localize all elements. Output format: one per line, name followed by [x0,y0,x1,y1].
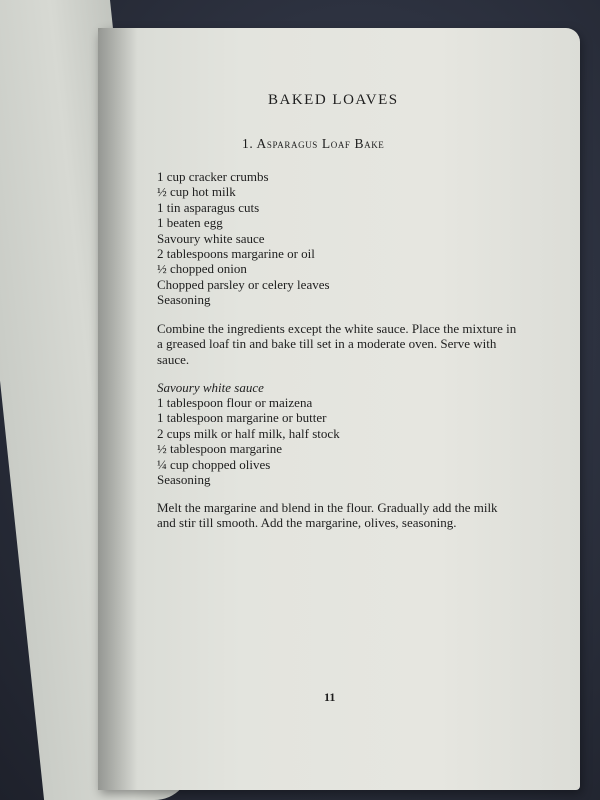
sauce-ingredient-item: ¼ cup chopped olives [157,456,271,472]
sauce-ingredient-item: 1 tablespoon margarine or butter [157,410,327,426]
page-heading: BAKED LOAVES [268,92,399,108]
ingredient-item: 1 tin asparagus cuts [157,199,260,215]
recipe-title: 1. Asparagus Loaf Bake [242,136,385,151]
ingredient-item: Seasoning [157,292,211,308]
sauce-ingredient-item: 2 cups milk or half milk, half stock [157,425,340,441]
method-paragraph: Combine the ingredients except the white sauce. Place the mixture in a greased loaf tin and bake till set in a moderate oven. Serve with sauce. [157,321,517,367]
sauce-method-paragraph: Melt the margarine and blend in the flour. Gradually add the milk and stir till smooth. Add the margarine, olives, seasoning. [157,500,498,531]
sauce-ingredient-item: Seasoning [157,472,211,488]
ingredient-item: ½ chopped onion [157,261,247,277]
ingredient-item: ½ cup hot milk [157,184,236,200]
sauce-ingredient-item: 1 tablespoon flour or maizena [157,395,313,410]
ingredient-item: Chopped parsley or celery leaves [157,276,330,292]
sauce-ingredient-list [157,395,340,487]
sauce-title: Savoury white sauce [157,380,264,395]
ingredient-list [157,169,330,308]
ingredient-item: 1 cup cracker crumbs [157,169,269,184]
ingredient-item: 2 tablespoons margarine or oil [157,246,315,262]
ingredient-item: Savoury white sauce [157,230,265,246]
page-number: 11 [324,690,336,704]
ingredient-item: 1 beaten egg [157,215,223,231]
sauce-ingredient-item: ½ tablespoon margarine [157,441,283,457]
